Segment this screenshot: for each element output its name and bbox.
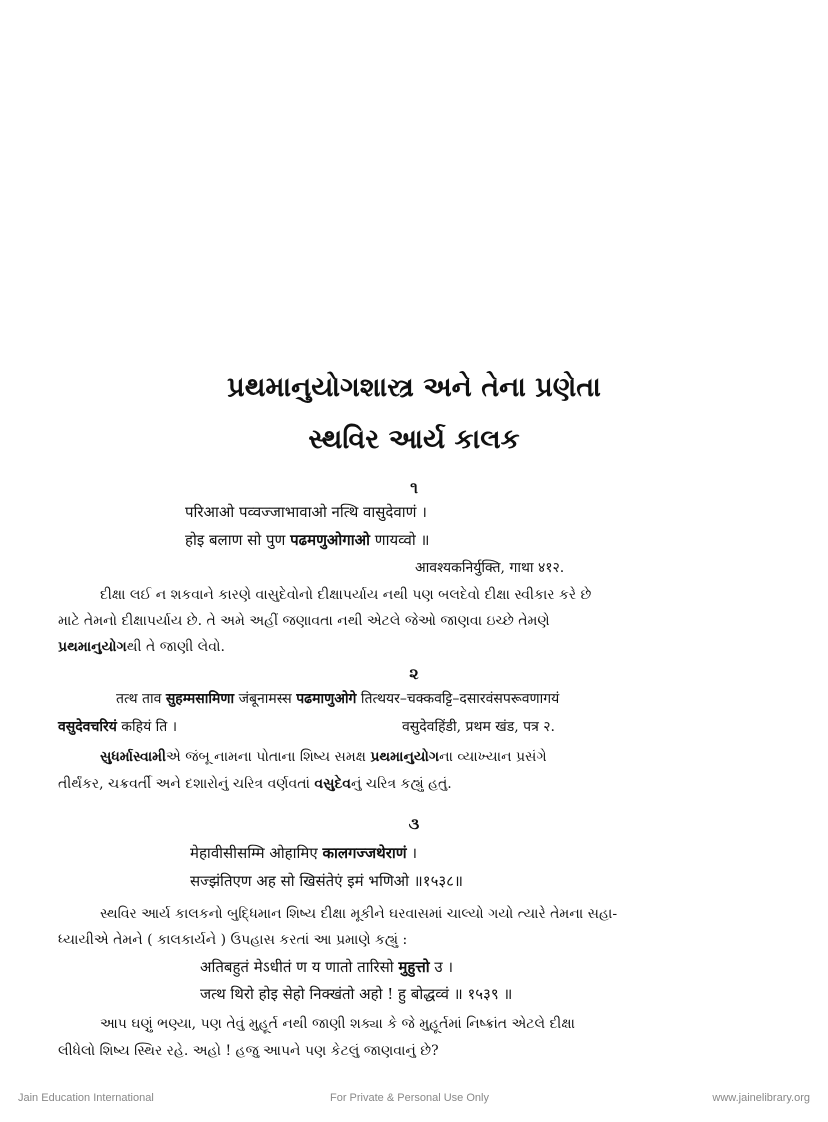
paragraph-line: આપ ઘણું ભણ્યા, પણ તેવું મુહૂર્ત નથી જાણી શક્યા કે જે મુહૂર્તમાં નિષ્ક્રાંત એટલે દીક્ષા [100,1016,575,1032]
paragraph-line: લીધેલો શિષ્ય સ્થિર રહે. અહો ! હજુ આપને પણ કેટલું જાણવાનું છે? [58,1043,439,1059]
verse-line: होइ बलाण सो पुण पढमणुओगाओ णायव्वो ॥ [185,531,430,549]
section-number-3: ૩ [408,814,420,833]
verse-line: अतिबहुतं मेऽधीतं ण य णातो तारिसो मुहुत्तो उ । [200,958,454,976]
paragraph-line: સુધર્માસ્વામીએ જંબૂ નામના પોતાના શિષ્ય સમક્ષ પ્રથમાનુયોગના વ્યાખ્યાન પ્રસંગે [100,749,547,765]
footer-usage-note: For Private & Personal Use Only [330,1092,489,1104]
paragraph-line: તીર્થંકર, ચક્રવર્તી અને દશારોનું ચરિત્ર વર્ણવતાં વસુદેવનું ચરિત્ર કહ્યું હતું. [58,776,452,792]
paragraph-line: માટે તેમનો દીક્ષાપર્યાય છે. તે અમે અહીં જણાવતા નથી એટલે જેઓ જાણવા ઇચ્છે તેમણે [58,613,550,629]
paragraph-line: દીક્ષા લઈ ન શકવાને કારણે વાસુદેવોનો દીક્ષાપર્યાય નથી પણ બલદેવો દીક્ષા સ્વીકાર કરે છે [100,587,592,603]
page-subtitle: સ્થવિર આર્ય કાલક [308,424,520,455]
paragraph-line: પ્રથમાનુયોગથી તે જાણી લેવો. [58,639,225,655]
citation: वसुदेवहिंडी, प्रथम खंड, पत्र २. [402,719,555,735]
verse-line: जत्थ थिरो होइ सेहो निक्खंतो अहो ! हु बोद्धव्वं ॥ १५३९ ॥ [200,985,513,1003]
footer-publisher: Jain Education International [18,1092,154,1104]
paragraph-line: સ્થવિર આર્ય કાલકનો બુદ્ધિમાન શિષ્ય દીક્ષા મૂકીને ઘરવાસમાં ચાલ્યો ગયો ત્યારે તેમના સહા- [100,906,618,922]
verse-line: परिआओ पव्वज्जाभावाओ नत्थि वासुदेवाणं । [185,503,427,521]
citation: आवश्यकनिर्युक्ति, गाथा ४१२. [415,560,565,576]
paragraph-line: ધ્યાયીએ તેમને ( કાલકાર્યને ) ઉપહાસ કરતાં આ પ્રમાણે કહ્યું : [58,932,408,948]
page-title: પ્રથમાનુયોગશાસ્ત્ર અને તેના પ્રણેતા [227,372,601,403]
paragraph-line: वसुदेवचरियं कहियं ति । [58,719,178,735]
paragraph-line: तत्थ ताव सुहम्मसामिणा जंबूनामस्स पढमाणुओगे तित्थयर–चक्कवट्टि–दसारवंसपरूवणागयं [116,691,560,707]
section-number-1: ૧ [410,478,418,497]
footer-website-link[interactable]: www.jainelibrary.org [712,1092,810,1104]
section-number-2: ૨ [409,664,419,683]
verse-line: सज्झंतिएण अह सो खिसंतेएं इमं भणिओ ॥१५३८॥ [190,872,463,890]
verse-line: मेहावीसीसम्मि ओहामिए कालगज्जथेराणं । [190,844,418,862]
